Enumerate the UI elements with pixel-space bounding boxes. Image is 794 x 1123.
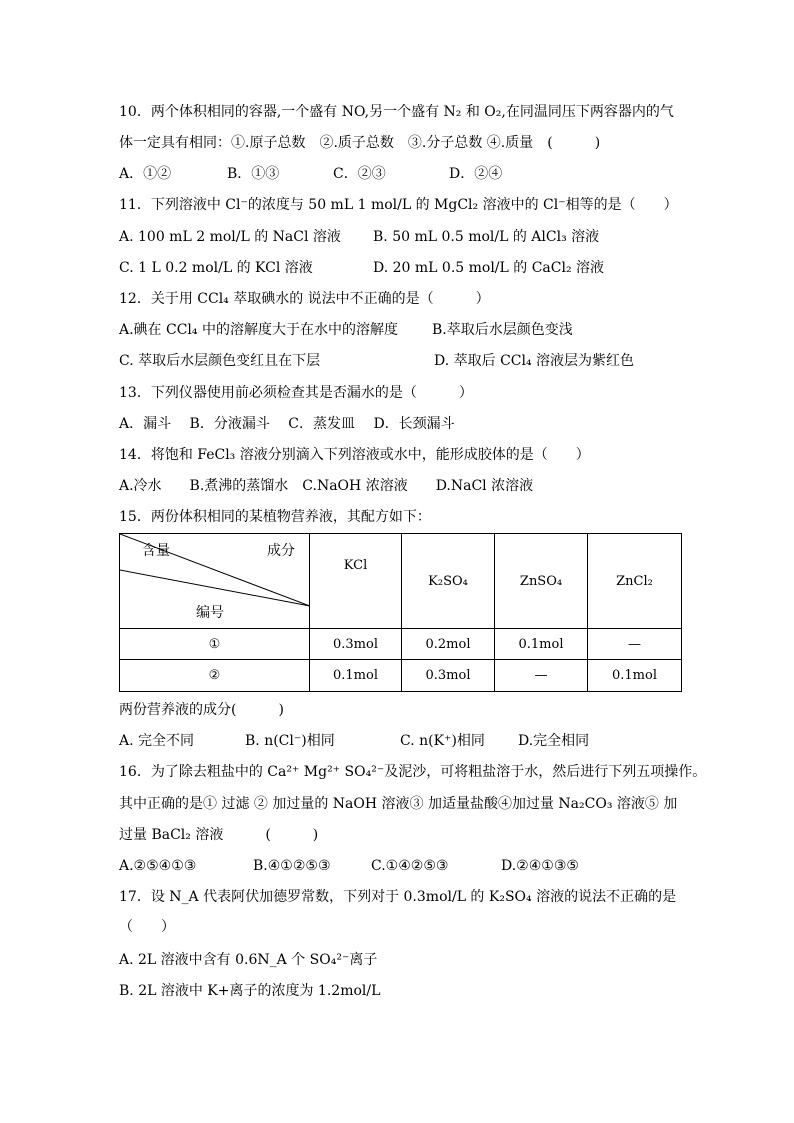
q12-options-row2 — [119, 351, 634, 371]
table-diagonal-header-cell — [120, 534, 310, 629]
q12-option-a: A.碘在 CCl₄ 中的溶解度大于在水中的溶解度 — [119, 322, 398, 338]
column-header: KCl — [310, 534, 402, 629]
q10-stem-line1: 10．两个体积相同的容器,一个盛有 NO,另一个盛有 N₂ 和 O₂,在同温同压下两容器内的气 — [119, 104, 674, 120]
q11-options-row2 — [119, 258, 604, 278]
q16-option-b: B.④①②⑤③ — [253, 858, 331, 874]
q15-option-b: B. n(Cl⁻)相同 — [245, 733, 335, 749]
table-cell: 0.3mol — [402, 660, 495, 692]
q17-option-a: A. 2L 溶液中含有 0.6N_A 个 SO₄²⁻离子 — [119, 952, 378, 968]
header-number-label: 编号 — [196, 605, 224, 621]
header-component-label: 成分 — [267, 543, 295, 559]
q15-option-a: A. 完全不同 — [119, 733, 195, 749]
q15-option-c: C. n(K⁺)相同 — [400, 733, 485, 749]
q14-stem: 14．将饱和 FeCl₃ 溶液分别滴入下列溶液或水中，能形成胶体的是（ ） — [119, 447, 590, 463]
q11-stem: 11．下列溶液中 Cl⁻的浓度与 50 mL 1 mol/L 的 MgCl₂ 溶液中的 Cl⁻相等的是（ ） — [119, 197, 678, 213]
q12-option-b: B.萃取后水层颜色变浅 — [432, 322, 573, 338]
q17-stem-line1: 17．设 N_A 代表阿伏加德罗常数，下列对于 0.3mol/L 的 K₂SO₄ 溶液的说法不正确的是 — [119, 889, 677, 905]
row-id: ② — [120, 660, 310, 692]
q11-option-b: B. 50 mL 0.5 mol/L 的 AlCl₃ 溶液 — [373, 229, 600, 245]
q10-option-c: C．②③ — [333, 166, 386, 182]
q15-option-d: D.完全相同 — [518, 733, 590, 749]
column-header: ZnSO₄ — [495, 534, 588, 629]
q10-option-b: B．①③ — [227, 166, 280, 182]
q11-options-row1 — [119, 227, 599, 247]
row-id: ① — [120, 629, 310, 660]
table-row — [120, 660, 682, 692]
table-cell: 0.3mol — [310, 629, 402, 660]
header-content-label: 含量 — [142, 543, 170, 559]
column-header: K₂SO₄ — [402, 534, 495, 629]
table-cell: — — [588, 629, 682, 660]
q11-option-d: D. 20 mL 0.5 mol/L 的 CaCl₂ 溶液 — [373, 260, 605, 276]
q12-option-c: C. 萃取后水层颜色变红且在下层 — [119, 353, 321, 369]
q16-options — [119, 856, 579, 876]
q12-option-d: D. 萃取后 CCl₄ 溶液层为紫红色 — [434, 353, 635, 369]
q10-options — [119, 164, 502, 184]
table-cell: 0.1mol — [588, 660, 682, 692]
q15-after-text: 两份营养液的成分( ) — [119, 702, 284, 718]
q15-stem: 15．两份体积相同的某植物营养液，其配方如下： — [119, 509, 431, 525]
table-header-row — [120, 534, 682, 629]
q10-stem-line2: 体一定具有相同：①.原子总数 ②.质子总数 ③.分子总数 ④.质量 ( ) — [119, 135, 601, 151]
nutrient-table — [119, 533, 682, 692]
table-cell: 0.1mol — [310, 660, 402, 692]
q11-option-c: C. 1 L 0.2 mol/L 的 KCl 溶液 — [119, 260, 313, 276]
q16-stem-line2: 其中正确的是① 过滤 ② 加过量的 NaOH 溶液③ 加适量盐酸④加过量 Na₂CO₃ 溶液⑤ 加 — [119, 796, 678, 812]
q10-option-a: A．①② — [119, 166, 172, 182]
q13-stem: 13．下列仪器使用前必须检查其是否漏水的是（ ） — [119, 385, 473, 401]
table-cell: — — [495, 660, 588, 692]
q11-option-a: A. 100 mL 2 mol/L 的 NaCl 溶液 — [119, 229, 341, 245]
q13-options: A．漏斗 B．分液漏斗 C．蒸发皿 D．长颈漏斗 — [119, 416, 455, 432]
q17-option-b: B. 2L 溶液中 K+离子的浓度为 1.2mol/L — [119, 983, 381, 999]
q10-option-d: D．②④ — [449, 166, 503, 182]
q12-options-row1 — [119, 320, 573, 340]
q12-stem: 12．关于用 CCl₄ 萃取碘水的 说法中不正确的是（ ） — [119, 291, 490, 307]
q16-stem-line1: 16．为了除去粗盐中的 Ca²⁺ Mg²⁺ SO₄²⁻及泥沙，可将粗盐溶于水，然后进行下列五项操作。 — [119, 764, 707, 780]
q16-option-a: A.②⑤④①③ — [119, 858, 197, 874]
q17-stem-line2: （ ） — [119, 919, 175, 935]
table-cell: 0.1mol — [495, 629, 588, 660]
q14-options: A.冷水 B.煮沸的蒸馏水 C.NaOH 浓溶液 D.NaCl 浓溶液 — [119, 478, 534, 494]
q16-option-d: D.②④①③⑤ — [501, 858, 579, 874]
q16-option-c: C.①④②⑤③ — [371, 858, 449, 874]
column-header: ZnCl₂ — [588, 534, 682, 629]
q16-stem-line3: 过量 BaCl₂ 溶液 ( ) — [119, 827, 319, 843]
q15-options — [119, 731, 589, 751]
table-row — [120, 629, 682, 660]
table-cell: 0.2mol — [402, 629, 495, 660]
